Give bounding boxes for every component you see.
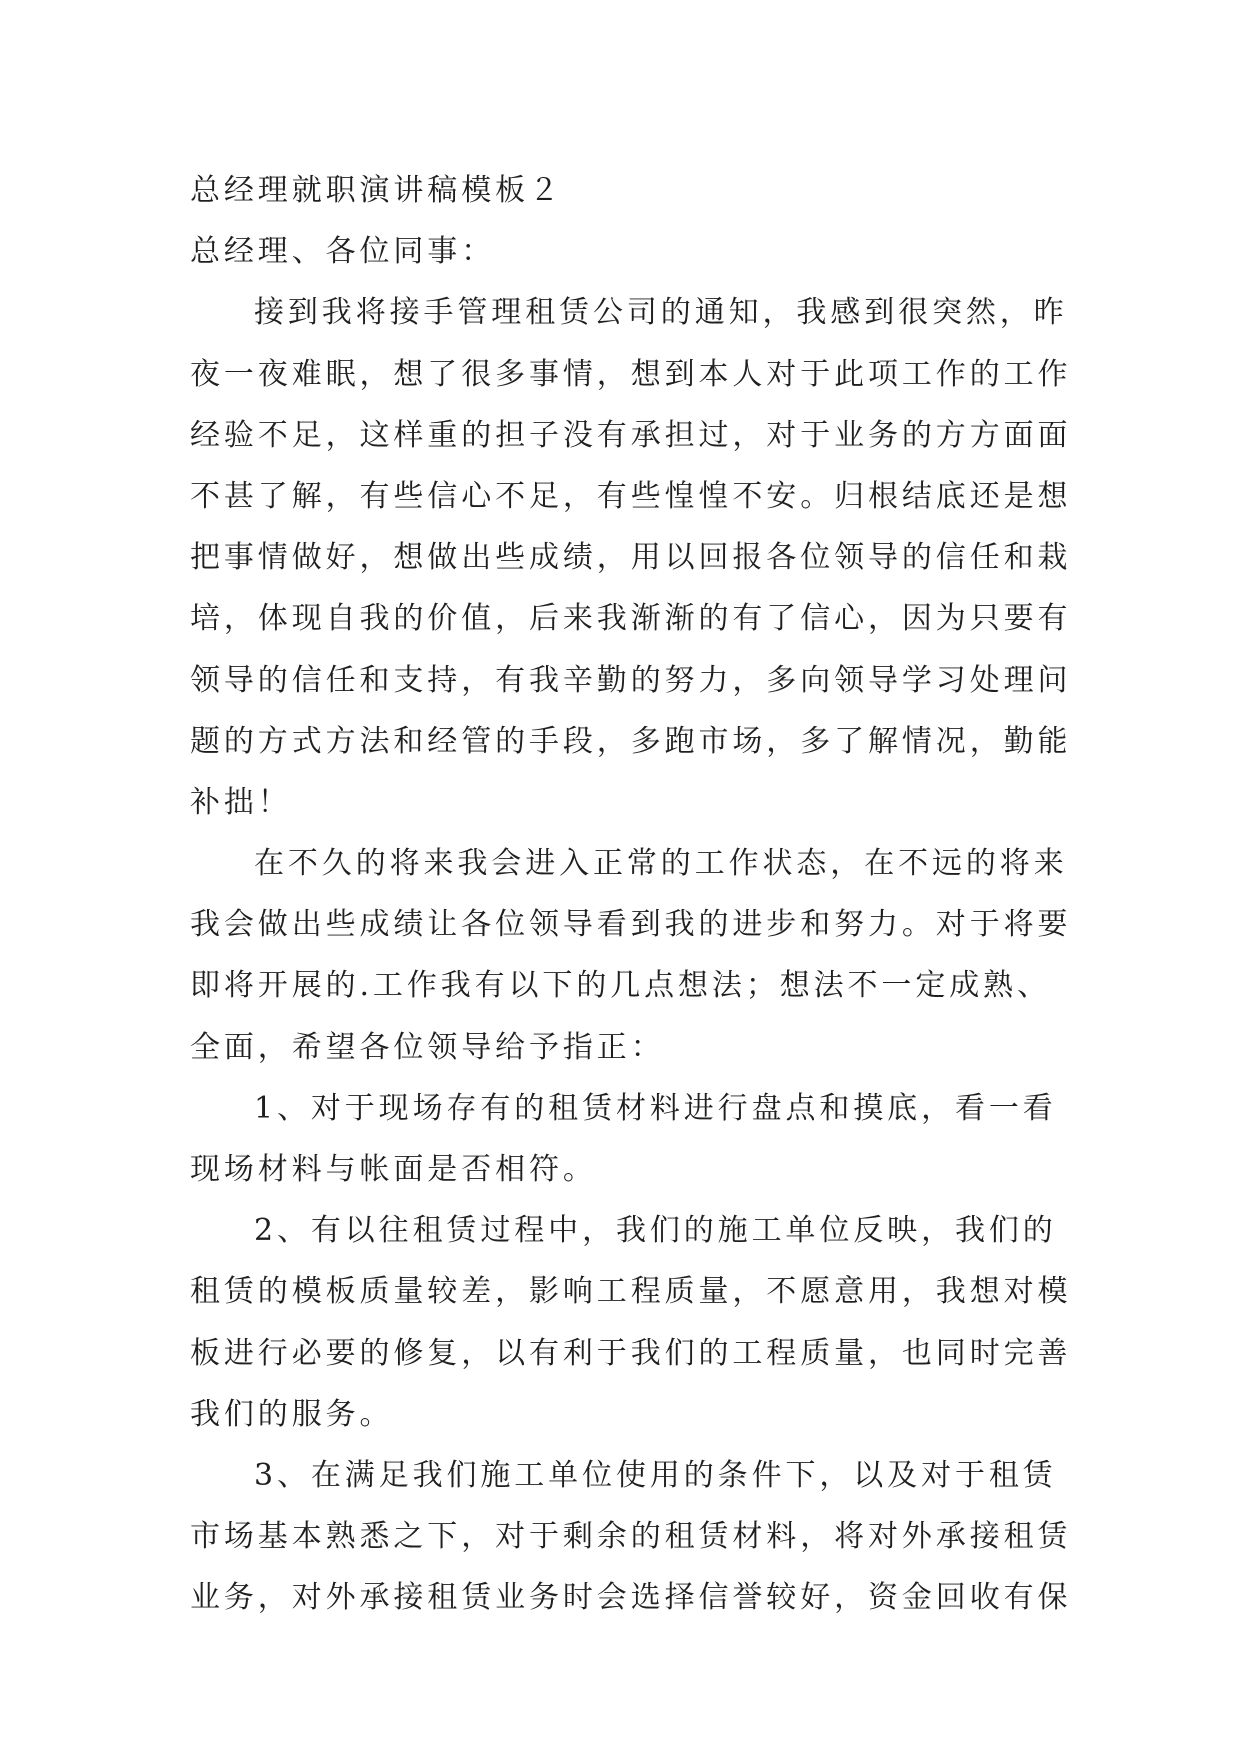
paragraph-2 [190, 833, 1072, 1078]
text-line: 接到我将接手管理租赁公司的通知，我感到很突然，昨 [254, 295, 1068, 331]
text-line: 培，体现自我的价值，后来我渐渐的有了信心，因为只要有 [190, 601, 1072, 637]
text-line: 现场材料与帐面是否相符。 [190, 1152, 597, 1187]
document-body [190, 160, 1072, 1629]
paragraph-3 [190, 1078, 1057, 1200]
text-line: 领导的信任和支持，有我辛勤的努力，多向领导学习处理问 [190, 662, 1072, 698]
text-line: 2、有以往租赁过程中，我们的施工单位反映，我们的 [254, 1213, 1057, 1249]
text-line: 1、对于现场存有的租赁材料进行盘点和摸底，看一看 [254, 1090, 1057, 1126]
text-line: 题的方式方法和经管的手段，多跑市场，多了解情况，勤能 [190, 723, 1072, 759]
paragraph-5 [190, 1445, 1072, 1629]
document-title: 总经理就职演讲稿模板２ [190, 173, 563, 208]
text-line: 板进行必要的修复，以有利于我们的工程质量，也同时完善 [190, 1335, 1072, 1371]
text-line: 补拙！ [190, 784, 292, 820]
text-line: 把事情做好，想做出些成绩，用以回报各位领导的信任和栽 [190, 540, 1072, 576]
paragraph-1 [190, 282, 1072, 833]
salutation: 总经理、各位同事： [190, 234, 496, 270]
paragraph-4 [190, 1200, 1072, 1445]
text-line: 我们的服务。 [190, 1396, 394, 1432]
text-line: 经验不足，这样重的担子没有承担过，对于业务的方方面面 [190, 417, 1072, 453]
text-line: 业务，对外承接租赁业务时会选择信誉较好，资金回收有保 [190, 1580, 1072, 1616]
text-line: 市场基本熟悉之下，对于剩余的租赁材料，将对外承接租赁 [190, 1519, 1072, 1555]
text-line: 在不久的将来我会进入正常的工作状态，在不远的将来 [254, 846, 1068, 882]
text-line: 租赁的模板质量较差，影响工程质量，不愿意用，我想对模 [190, 1274, 1072, 1310]
text-line: 夜一夜难眠，想了很多事情，想到本人对于此项工作的工作 [190, 356, 1072, 392]
text-line: 全面，希望各位领导给予指正： [190, 1029, 665, 1065]
text-line: 不甚了解，有些信心不足，有些惶惶不安。归根结底还是想 [190, 478, 1072, 514]
text-line: 即将开展的.工作我有以下的几点想法；想法不一定成熟、 [190, 968, 1051, 1004]
text-line: 3、在满足我们施工单位使用的条件下，以及对于租赁 [254, 1457, 1057, 1493]
text-line: 我会做出些成绩让各位领导看到我的进步和努力。对于将要 [190, 907, 1072, 943]
